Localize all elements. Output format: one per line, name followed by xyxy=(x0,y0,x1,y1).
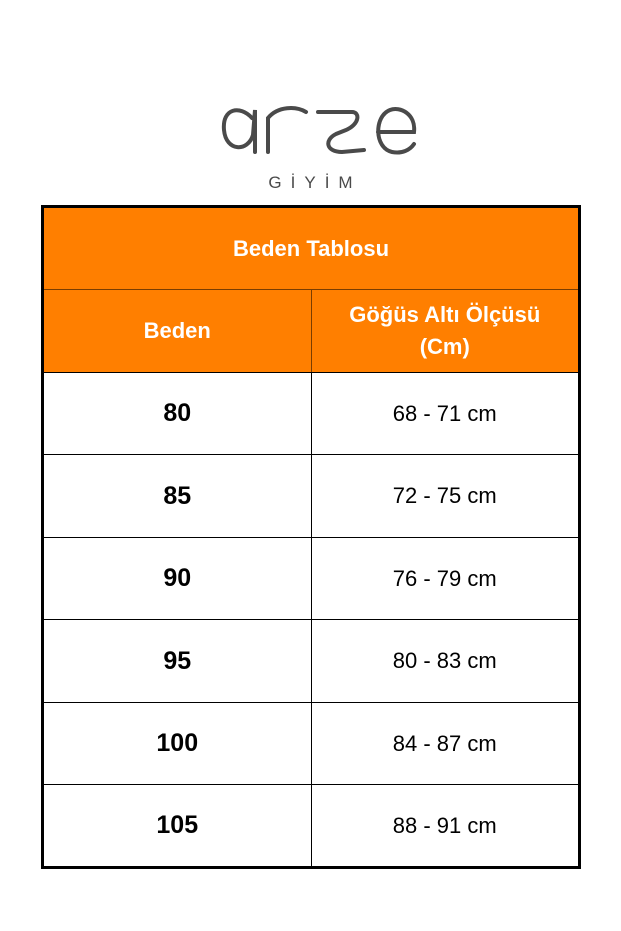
header-measure-line1: Göğüs Altı Ölçüsü xyxy=(349,302,541,327)
table-row xyxy=(44,785,578,866)
logo-letter-r xyxy=(268,108,306,152)
header-size: Beden xyxy=(44,290,311,373)
header-measure xyxy=(311,290,578,373)
logo-letter-a xyxy=(224,110,255,152)
brand-logo xyxy=(0,90,621,200)
size-value: 95 xyxy=(44,620,311,702)
measure-range: 76 - 79 cm xyxy=(311,537,578,619)
brand-subtitle: GİYİM xyxy=(268,173,362,192)
table-row xyxy=(44,373,578,455)
size-value: 85 xyxy=(44,455,311,537)
measure-range: 80 - 83 cm xyxy=(311,620,578,702)
table-row xyxy=(44,620,578,702)
header-measure-line2: (Cm) xyxy=(419,334,470,359)
table-row xyxy=(44,702,578,784)
measure-range: 84 - 87 cm xyxy=(311,702,578,784)
size-value: 100 xyxy=(44,702,311,784)
logo-letter-e xyxy=(378,109,414,153)
size-chart-table xyxy=(41,205,581,869)
brand-logo-wordmark xyxy=(0,90,621,170)
table-row xyxy=(44,455,578,537)
size-value: 105 xyxy=(44,785,311,866)
size-value: 80 xyxy=(44,373,311,455)
size-value: 90 xyxy=(44,537,311,619)
measure-range: 68 - 71 cm xyxy=(311,373,578,455)
measure-range: 88 - 91 cm xyxy=(392,812,497,838)
table-title: Beden Tablosu xyxy=(44,208,578,290)
logo-letter-s xyxy=(318,112,364,152)
table-row xyxy=(44,537,578,619)
measure-range: 72 - 75 cm xyxy=(311,455,578,537)
